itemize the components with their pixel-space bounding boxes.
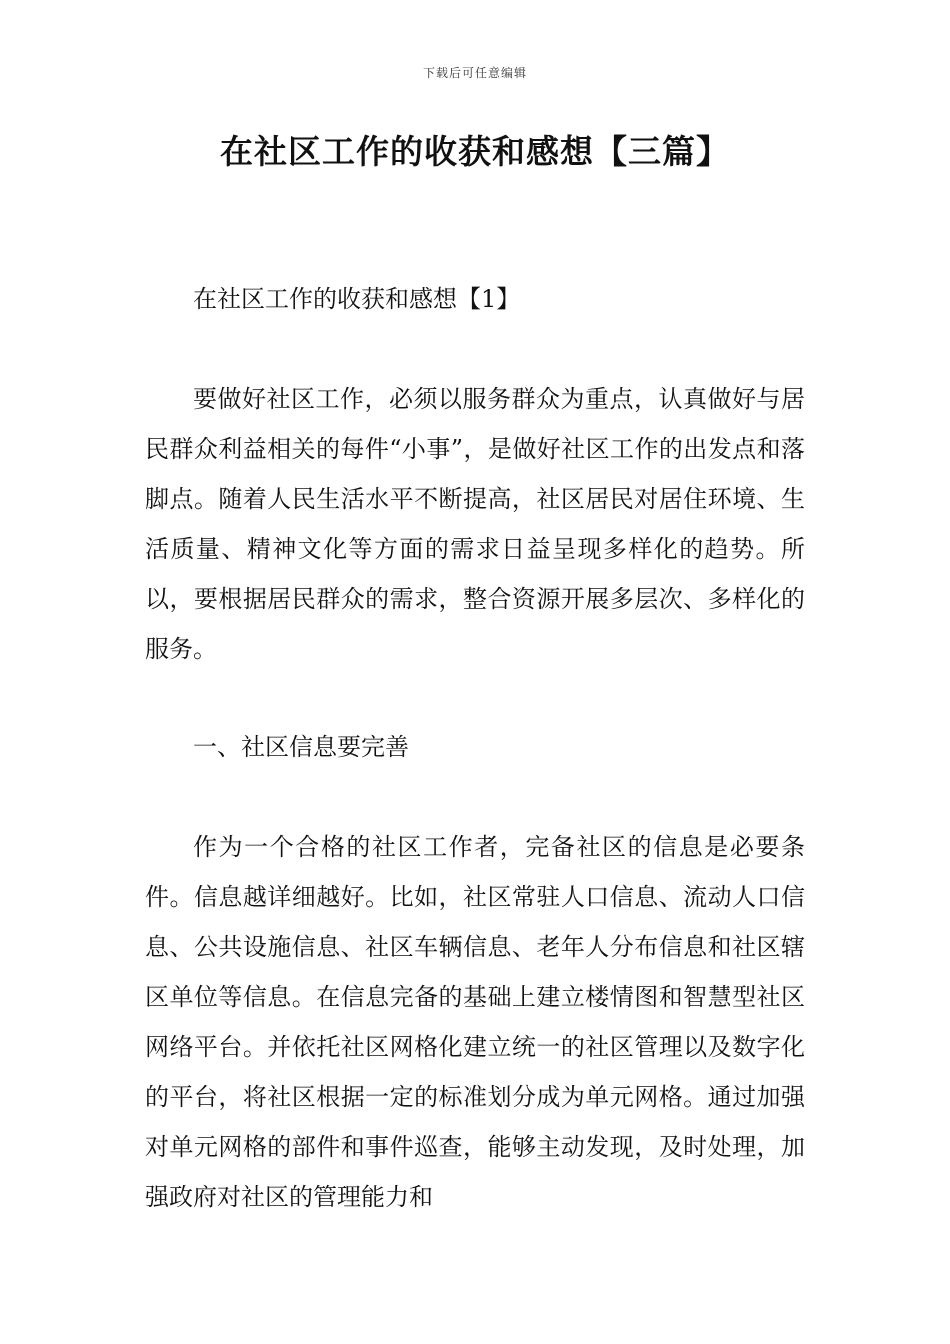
section-heading: 在社区工作的收获和感想【1】 xyxy=(193,285,521,313)
subheading-community-info: 一、社区信息要完善 xyxy=(193,733,409,761)
paragraph-community-info: 作为一个合格的社区工作者，完备社区的信息是必要条件。信息越详细越好。比如，社区常驻人口信息、流动人口信息、公共设施信息、社区车辆信息、老年人分布信息和社区辖区单位等信息。在信息完备的基础上建立楼情图和智慧型社区网络平台。并依托社区网格化建立统一的社区管理以及数字化的平台，将社区根据一定的标准划分成为单元网格。通过加强对单元网格的部件和事件巡查，能够主动发现，及时处理，加强政府对社区的管理能力和 xyxy=(145,833,805,1211)
paragraph-intro: 要做好社区工作，必须以服务群众为重点，认真做好与居民群众利益相关的每件“小事”，是做好社区工作的出发点和落脚点。随着人民生活水平不断提高，社区居民对居住环境、生活质量、精神文化等方面的需求日益呈现多样化的趋势。所以，要根据居民群众的需求，整合资源开展多层次、多样化的服务。 xyxy=(145,385,805,663)
document-title: 在社区工作的收获和感想【三篇】 xyxy=(220,132,730,171)
header-note: 下载后可任意编辑 xyxy=(422,66,527,80)
